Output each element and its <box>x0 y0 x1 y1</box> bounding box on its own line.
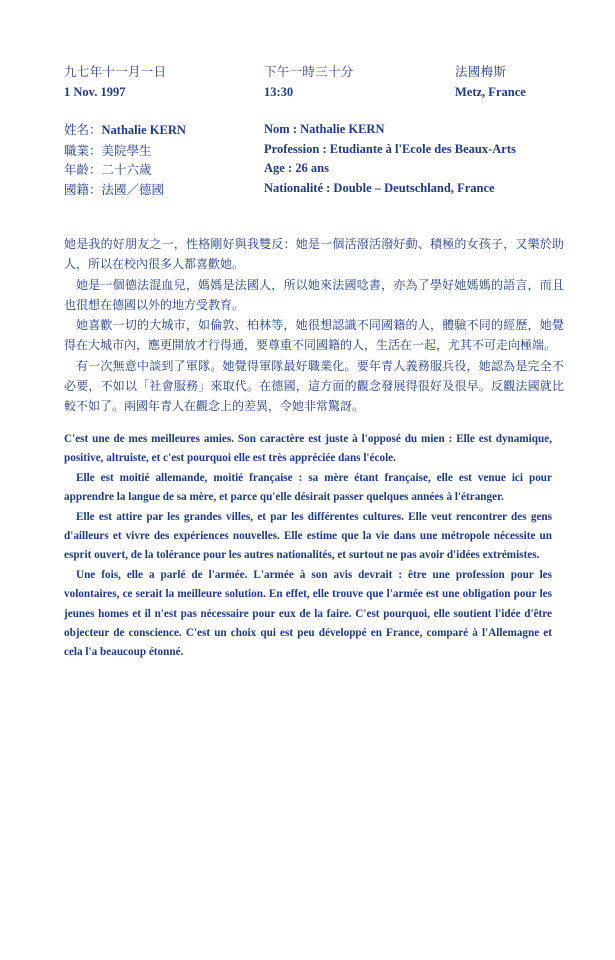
info-nationality-row <box>64 180 186 200</box>
place-cjk: 法國梅斯 <box>455 64 507 79</box>
fr-paragraph: Une fois, elle a parlé de l'armée. L'armée à son avis devrait : être une profession pour les volontaires, ce serait la meilleure solution. En effet, elle trouve que l'armée est une obligation pour les jeunes homes et il n'est pas nécessaire pour eux de la faire. C'est pourquoi, elle soutient l'idée d'être objecteur de conscience. C'est un choix qui est peu développé en France, comparé à l'Allemagne et cela l'a beaucoup étonné. <box>64 568 552 659</box>
info-fr <box>264 120 516 198</box>
cn-paragraph: 她喜歡一切的大城市，如倫敦、柏林等，她很想認識不同國籍的人，體驗不同的經歷，她覺得在大城市內，應更開放才行得通，要尊重不同國籍的人，生活在一起，尤其不可走向極端。 <box>64 318 564 353</box>
time-block <box>264 62 354 102</box>
info-label: 職業： <box>64 142 102 158</box>
info-fr-profession: Profession : Etudiante à l'Ecole des Beaux-Arts <box>264 141 516 156</box>
fr-paragraph: C'est une de mes meilleures amies. Son caractère est juste à l'opposé du mien : Elle est dynamique, positive, altruiste, et c'est pourquoi elle est très appréciée dans l'école. <box>64 433 552 465</box>
cn-paragraph: 她是我的好朋友之一，性格剛好與我雙反：她是一個活潑活潑好動、積極的女孩子，又樂於助人，所以在校內很多人都喜歡她。 <box>64 237 564 272</box>
fr-paragraph: Elle est attire par les grandes villes, et par les différentes cultures. Elle veut rencontrer des gens d'ailleurs et vivre des expériences nouvelles. Elle estime que la vie dans une métropole nécessite un esprit ouvert, de la tolérance pour les autres nationalités, et surtout ne pas avoir d'idées extrémistes. <box>64 510 552 562</box>
time-latin: 13:30 <box>264 85 294 99</box>
body-french <box>64 430 552 663</box>
body-chinese <box>64 234 564 417</box>
fr-paragraph: Elle est moitié allemande, moitié française : sa mère étant française, elle est venue ici pour apprendre la langue de sa mère, et parce qu'elle désirait passer quelques années à l'étranger. <box>64 471 552 504</box>
info-value: 法國／德國 <box>101 181 165 197</box>
info-value: 二十六歲 <box>101 162 152 177</box>
info-cjk <box>64 120 186 199</box>
date-latin: 1 Nov. 1997 <box>64 85 126 99</box>
info-name-row <box>64 120 186 141</box>
info-fr-name: Nom : Nathalie KERN <box>264 122 385 136</box>
info-profession-row <box>64 141 186 161</box>
date-cjk: 九七年十一月一日 <box>64 64 167 79</box>
date-block <box>64 62 166 102</box>
cn-paragraph: 有一次無意中談到了軍隊。她覺得軍隊最好職業化。要年青人義務服兵役，她認為是完全不必要，不如以「社會服務」來取代。在德國，這方面的觀念發展得很好及很早。反觀法國就比較不如了。兩國年青人在觀念上的差異，令她非常驚訝。 <box>64 358 564 414</box>
place-latin: Metz, France <box>455 85 526 99</box>
place-block <box>455 62 526 102</box>
info-age-row <box>64 160 186 180</box>
cn-paragraph: 她是一個德法混血兒，媽媽是法國人，所以她來法國唸書，亦為了學好她媽媽的語言，而且也很想在德國以外的地方受教育。 <box>64 277 564 312</box>
info-fr-nationality: Nationalité : Double – Deutschland, France <box>264 180 495 195</box>
info-value: 美院學生 <box>101 142 152 158</box>
time-cjk: 下午一時三十分 <box>264 64 354 79</box>
info-fr-age: Age : 26 ans <box>264 161 329 175</box>
info-label: 年齡： <box>64 162 102 177</box>
info-label: 姓名： <box>64 122 102 137</box>
info-value: Nathalie KERN <box>101 123 186 137</box>
info-label: 國籍： <box>64 181 102 197</box>
